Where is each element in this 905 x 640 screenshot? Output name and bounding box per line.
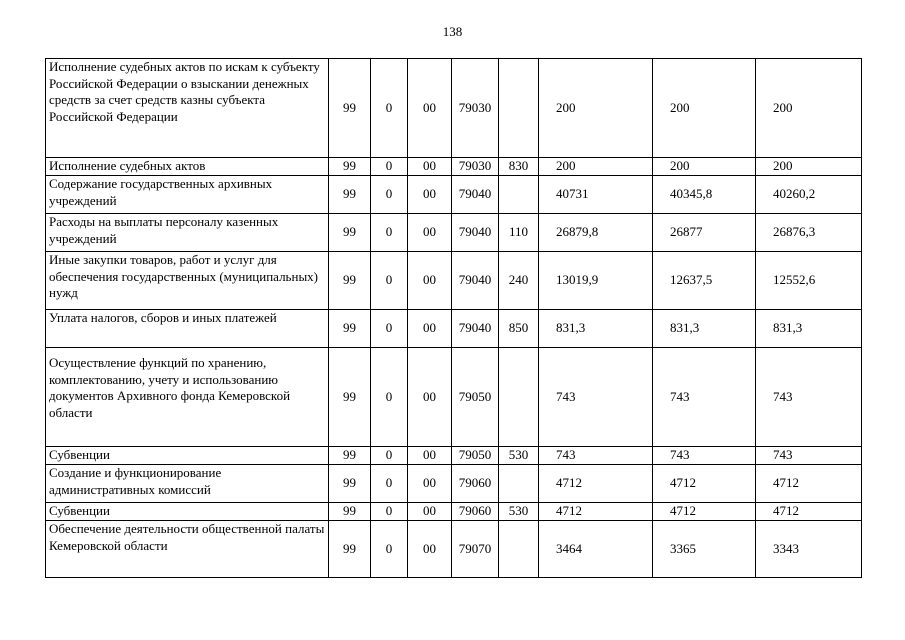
subprogram-code: 0 [371,176,408,214]
table-row [46,348,862,447]
amount-year-2: 831,3 [653,310,756,348]
program-code: 99 [329,447,371,465]
amount-year-2: 200 [653,158,756,176]
event-code: 00 [408,158,452,176]
row-name: Создание и функционирование административных комиссий [46,465,329,503]
direction-code: 79060 [452,465,499,503]
table-row [46,59,862,158]
amount-year-3: 12552,6 [756,252,862,310]
amount-year-2: 743 [653,447,756,465]
direction-code: 79050 [452,447,499,465]
program-code: 99 [329,59,371,158]
amount-year-1: 200 [539,59,653,158]
amount-year-3: 200 [756,59,862,158]
amount-year-2: 743 [653,348,756,447]
event-code: 00 [408,503,452,521]
amount-year-1: 3464 [539,521,653,578]
program-code: 99 [329,158,371,176]
program-code: 99 [329,176,371,214]
amount-year-1: 743 [539,348,653,447]
expense-type-code: 830 [499,158,539,176]
row-name: Исполнение судебных актов по искам к субъекту Российской Федерации о взыскании денежных средств за счет средств казны субъекта Российской Федерации [46,59,329,158]
amount-year-3: 40260,2 [756,176,862,214]
amount-year-1: 13019,9 [539,252,653,310]
amount-year-3: 26876,3 [756,214,862,252]
amount-year-1: 4712 [539,465,653,503]
event-code: 00 [408,348,452,447]
direction-code: 79050 [452,348,499,447]
program-code: 99 [329,252,371,310]
expense-type-code: 110 [499,214,539,252]
amount-year-2: 12637,5 [653,252,756,310]
event-code: 00 [408,252,452,310]
subprogram-code: 0 [371,214,408,252]
amount-year-1: 40731 [539,176,653,214]
table-row [46,176,862,214]
direction-code: 79030 [452,158,499,176]
amount-year-3: 3343 [756,521,862,578]
table-row [46,252,862,310]
event-code: 00 [408,214,452,252]
row-name: Обеспечение деятельности общественной палаты Кемеровской области [46,521,329,578]
program-code: 99 [329,310,371,348]
subprogram-code: 0 [371,447,408,465]
subprogram-code: 0 [371,348,408,447]
amount-year-2: 4712 [653,465,756,503]
direction-code: 79040 [452,310,499,348]
direction-code: 79030 [452,59,499,158]
expense-type-code: 240 [499,252,539,310]
page-number: 138 [442,24,463,39]
direction-code: 79070 [452,521,499,578]
amount-year-3: 831,3 [756,310,862,348]
expense-type-code: 530 [499,503,539,521]
event-code: 00 [408,447,452,465]
event-code: 00 [408,59,452,158]
amount-year-3: 4712 [756,503,862,521]
row-name: Осуществление функций по хранению, комплектованию, учету и использованию документов Архивного фонда Кемеровской области [46,348,329,447]
subprogram-code: 0 [371,521,408,578]
row-name: Субвенции [46,447,329,465]
amount-year-3: 743 [756,447,862,465]
row-name: Уплата налогов, сборов и иных платежей [46,310,329,348]
budget-table [45,58,862,578]
expense-type-code [499,348,539,447]
table-row [46,310,862,348]
expense-type-code [499,521,539,578]
amount-year-1: 26879,8 [539,214,653,252]
amount-year-1: 743 [539,447,653,465]
table-row [46,214,862,252]
direction-code: 79040 [452,214,499,252]
expense-type-code: 530 [499,447,539,465]
table-row [46,158,862,176]
direction-code: 79040 [452,252,499,310]
table-row [46,521,862,578]
amount-year-3: 743 [756,348,862,447]
program-code: 99 [329,214,371,252]
amount-year-2: 40345,8 [653,176,756,214]
program-code: 99 [329,503,371,521]
event-code: 00 [408,310,452,348]
expense-type-code [499,59,539,158]
subprogram-code: 0 [371,252,408,310]
subprogram-code: 0 [371,59,408,158]
expense-type-code [499,465,539,503]
amount-year-1: 200 [539,158,653,176]
event-code: 00 [408,521,452,578]
subprogram-code: 0 [371,465,408,503]
row-name: Исполнение судебных актов [46,158,329,176]
event-code: 00 [408,465,452,503]
amount-year-1: 831,3 [539,310,653,348]
amount-year-2: 200 [653,59,756,158]
expense-type-code: 850 [499,310,539,348]
table-row [46,447,862,465]
event-code: 00 [408,176,452,214]
program-code: 99 [329,465,371,503]
program-code: 99 [329,348,371,447]
subprogram-code: 0 [371,310,408,348]
row-name: Иные закупки товаров, работ и услуг для обеспечения государственных (муниципальных) нужд [46,252,329,310]
table-row [46,465,862,503]
direction-code: 79040 [452,176,499,214]
subprogram-code: 0 [371,503,408,521]
amount-year-3: 4712 [756,465,862,503]
direction-code: 79060 [452,503,499,521]
amount-year-2: 3365 [653,521,756,578]
amount-year-3: 200 [756,158,862,176]
amount-year-2: 26877 [653,214,756,252]
row-name: Содержание государственных архивных учреждений [46,176,329,214]
expense-type-code [499,176,539,214]
amount-year-2: 4712 [653,503,756,521]
program-code: 99 [329,521,371,578]
amount-year-1: 4712 [539,503,653,521]
row-name: Расходы на выплаты персоналу казенных учреждений [46,214,329,252]
table-row [46,503,862,521]
row-name: Субвенции [46,503,329,521]
subprogram-code: 0 [371,158,408,176]
